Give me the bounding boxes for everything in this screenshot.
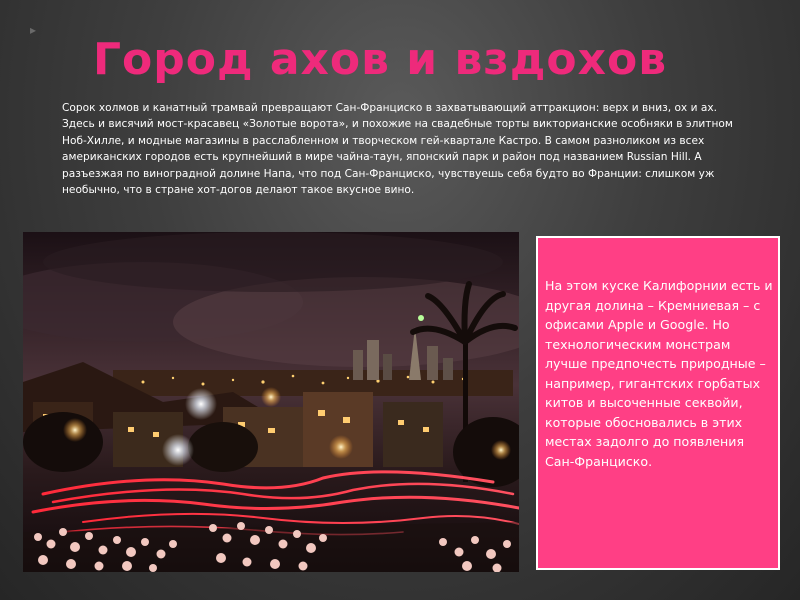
chevron-right-icon: ▸ bbox=[30, 23, 37, 37]
info-box bbox=[536, 236, 780, 570]
san-francisco-night-photo bbox=[23, 232, 519, 572]
body-paragraph: Сорок холмов и канатный трамвай превращают Сан-Франциско в захватывающий аттракцион: верх и вниз, ох и ах. Здесь и висячий мост-красавец «Золотые ворота», и похожие на свадебные торты викторианские особняки в элитном Ноб-Хилле, и модные магазины в расслабленном и творческом гей-квартале Кастро. В самом разноликом из всех американских городов есть крупнейший в мире чайна-таун, японский парк и район под названием Russian Hill. А разъезжая по виноградной долине Напа, что под Сан-Франциско, чувствуешь себя будто во Франции: слишком уж необычно, что в стране хот-догов делают такое вкусное вино. bbox=[62, 102, 733, 197]
slide-title: Город ахов и вздохов bbox=[93, 34, 668, 85]
info-box-text: На этом куске Калифорнии есть и другая долина – Кремниевая – с офисами Apple и Google. Но технологическим монстрам лучше предпочесть природные – например, гигантских горбатых китов и высоченные секвойи, которые обосновались в этих местах задолго до появления Сан-Франциско. bbox=[545, 278, 773, 469]
